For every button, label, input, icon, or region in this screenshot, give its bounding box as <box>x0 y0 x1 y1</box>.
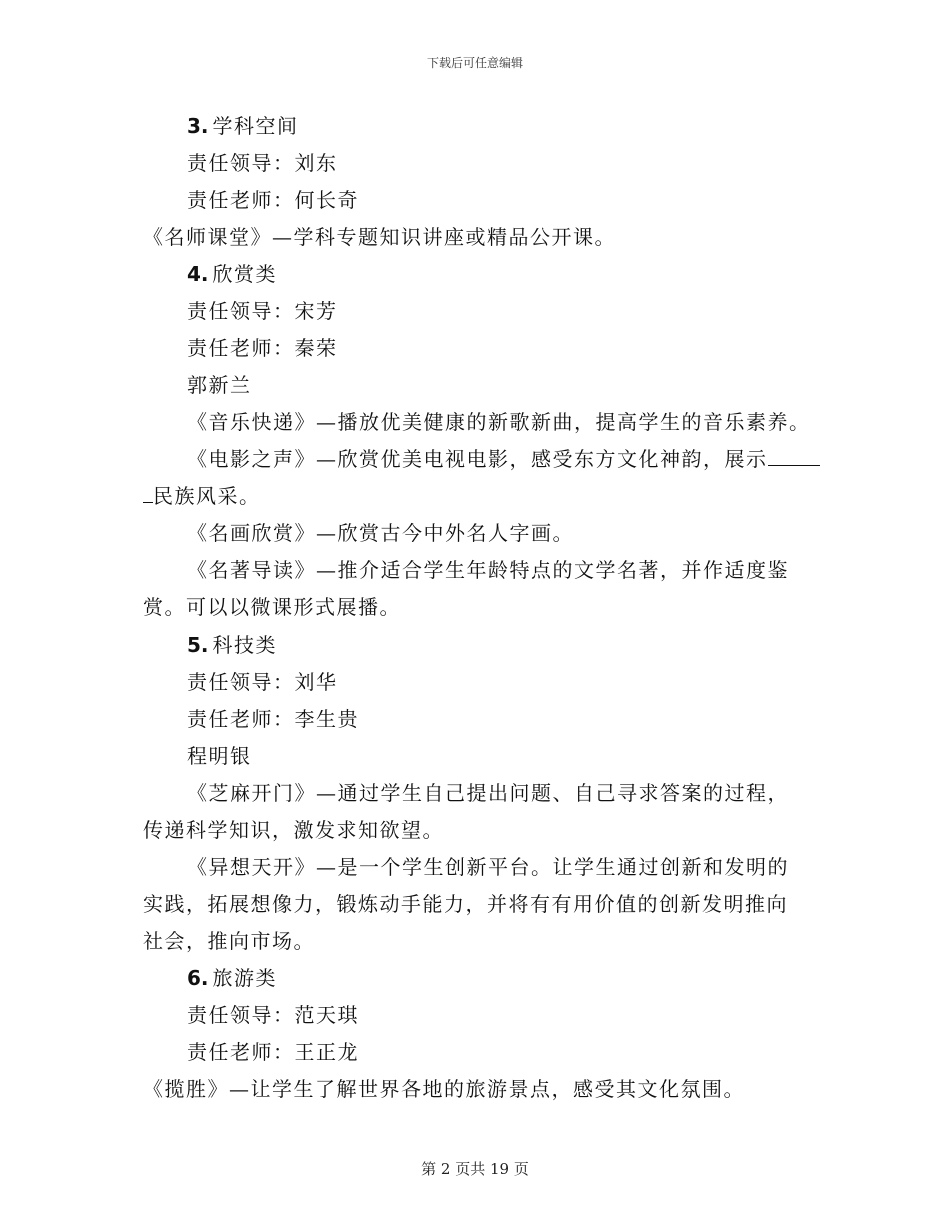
section-heading <box>187 633 277 657</box>
program-description: 《音乐快递》—播放优美健康的新歌新曲，提高学生的音乐素养。 <box>187 410 811 434</box>
program-description: 《芝麻开门》—通过学生自己提出问题、自己寻求答案的过程， <box>187 781 789 805</box>
program-description-continued: 实践，拓展想像力，锻炼动手能力，并将有有用价值的创新发明推向 <box>143 892 788 916</box>
program-text: 《电影之声》—欣赏优美电视电影，感受东方文化神韵，展示 <box>187 447 768 471</box>
responsible-teacher-extra: 程明银 <box>187 744 252 768</box>
program-description-continued: 社会，推向市场。 <box>143 929 315 953</box>
fill-in-blank <box>768 447 820 466</box>
responsible-teacher: 责任老师：王正龙 <box>187 1040 359 1064</box>
responsible-leader: 责任领导：宋芳 <box>187 299 338 323</box>
page-footer: 第 2 页共 19 页 <box>421 1160 529 1178</box>
responsible-leader: 责任领导：刘东 <box>187 151 338 175</box>
responsible-teacher: 责任老师：李生贵 <box>187 707 359 731</box>
section-heading <box>187 966 277 990</box>
program-description: 《名著导读》—推介适合学生年龄特点的文学名著，并作适度鉴 <box>187 558 789 582</box>
fill-in-blank <box>143 484 153 503</box>
program-description-continued: 传递科学知识，激发求知欲望。 <box>143 818 444 842</box>
responsible-teacher-extra: 郭新兰 <box>187 373 252 397</box>
section-number: 6. <box>187 966 209 990</box>
program-description-continued: 赏。可以以微课形式展播。 <box>143 595 401 619</box>
section-heading <box>187 114 299 138</box>
page-header: 下载后可任意编辑 <box>426 56 523 70</box>
section-title: 欣赏类 <box>212 262 278 286</box>
section-title: 科技类 <box>212 633 278 657</box>
program-text: 民族风采。 <box>153 484 261 508</box>
section-title: 学科空间 <box>212 114 299 138</box>
program-description-continued <box>143 484 261 508</box>
program-description: 《名师课堂》—学科专题知识讲座或精品公开课。 <box>143 225 616 249</box>
program-description <box>187 447 820 471</box>
responsible-leader: 责任领导：范天琪 <box>187 1003 359 1027</box>
section-title: 旅游类 <box>212 966 278 990</box>
program-description: 《异想天开》—是一个学生创新平台。让学生通过创新和发明的 <box>187 855 789 879</box>
section-number: 3. <box>187 114 209 138</box>
section-heading <box>187 262 277 286</box>
program-description: 《名画欣赏》—欣赏古今中外名人字画。 <box>187 521 574 545</box>
responsible-teacher: 责任老师：何长奇 <box>187 188 359 212</box>
responsible-leader: 责任领导：刘华 <box>187 670 338 694</box>
program-description: 《揽胜》—让学生了解世界各地的旅游景点，感受其文化氛围。 <box>143 1077 745 1101</box>
responsible-teacher: 责任老师：秦荣 <box>187 336 338 360</box>
section-number: 4. <box>187 262 209 286</box>
section-number: 5. <box>187 633 209 657</box>
